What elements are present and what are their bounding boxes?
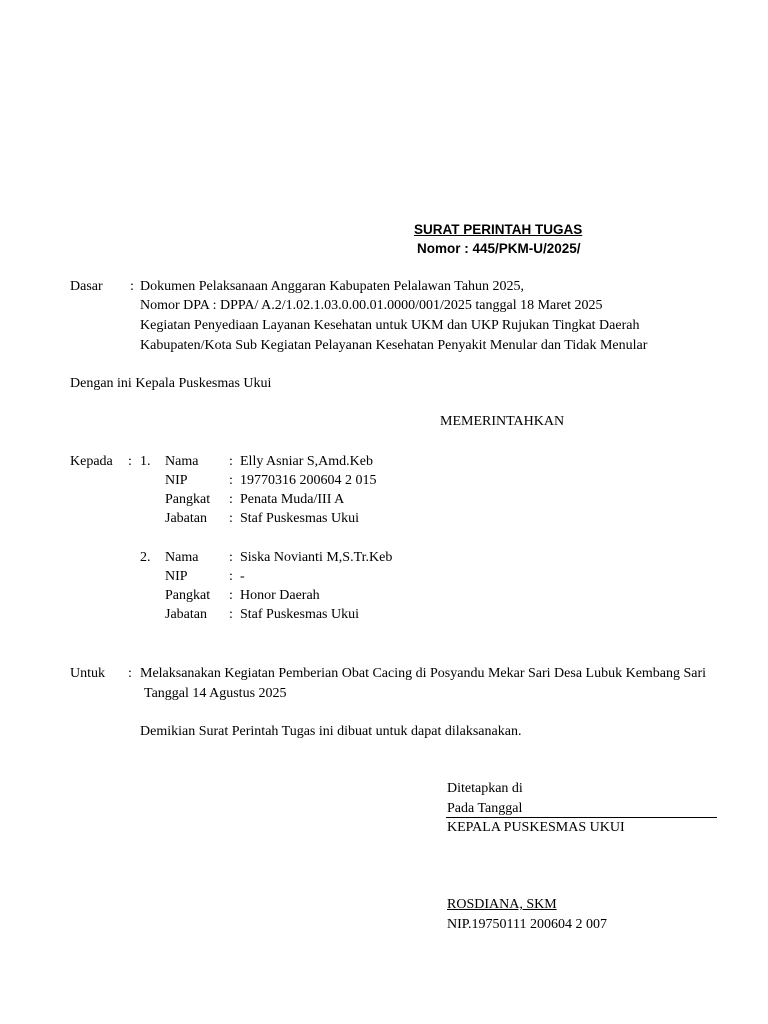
- field-value: Staf Puskesmas Ukui: [240, 607, 359, 622]
- field-colon: :: [229, 550, 233, 565]
- field-value: -: [240, 569, 245, 584]
- field-colon: :: [229, 454, 233, 469]
- field-label: Nama: [165, 454, 199, 469]
- intro-text: Dengan ini Kepala Puskesmas Ukui: [70, 376, 272, 391]
- field-colon: :: [229, 473, 233, 488]
- dasar-line: Dokumen Pelaksanaan Anggaran Kabupaten Pelalawan Tahun 2025,: [140, 279, 525, 294]
- field-colon: :: [229, 569, 233, 584]
- field-label: Nama: [165, 550, 199, 565]
- field-label: Pangkat: [165, 492, 211, 507]
- signature-name: ROSDIANA, SKM: [447, 897, 557, 912]
- field-label: Jabatan: [165, 511, 207, 526]
- dasar-colon: :: [130, 279, 134, 294]
- dasar-line: Kabupaten/Kota Sub Kegiatan Pelayanan Kesehatan Penyakit Menular dan Tidak Menular: [140, 338, 648, 353]
- field-colon: :: [229, 492, 233, 507]
- field-label: Jabatan: [165, 607, 207, 622]
- field-colon: :: [229, 607, 233, 622]
- command-heading: MEMERINTAHKAN: [440, 414, 565, 429]
- field-value: 19770316 200604 2 015: [240, 473, 377, 488]
- dasar-label: Dasar: [70, 279, 103, 294]
- signature-position: KEPALA PUSKESMAS UKUI: [447, 820, 625, 835]
- untuk-line: Melaksanakan Kegiatan Pemberian Obat Cacing di Posyandu Mekar Sari Desa Lubuk Kembang Sari: [140, 666, 707, 681]
- kepada-label: Kepada: [70, 454, 113, 469]
- untuk-colon: :: [128, 666, 132, 681]
- untuk-line: Tanggal 14 Agustus 2025: [144, 686, 287, 701]
- field-value: Staf Puskesmas Ukui: [240, 511, 359, 526]
- person-number: 2.: [140, 550, 151, 565]
- field-value: Penata Muda/III A: [240, 492, 345, 507]
- field-label: NIP: [165, 569, 188, 584]
- dasar-line: Kegiatan Penyediaan Layanan Kesehatan untuk UKM dan UKP Rujukan Tingkat Daerah: [140, 318, 640, 333]
- letter-number: Nomor : 445/PKM-U/2025/: [417, 241, 581, 256]
- field-value: Elly Asniar S,Amd.Keb: [240, 454, 373, 469]
- signature-place: Ditetapkan di: [447, 781, 523, 796]
- closing-text: Demikian Surat Perintah Tugas ini dibuat untuk dapat dilaksanakan.: [140, 724, 522, 739]
- untuk-label: Untuk: [70, 666, 105, 681]
- signature-date: Pada Tanggal: [447, 801, 523, 816]
- person-number: 1.: [140, 454, 151, 469]
- field-label: Pangkat: [165, 588, 211, 603]
- kepada-colon: :: [128, 454, 132, 469]
- field-colon: :: [229, 588, 233, 603]
- signature-nip: NIP.19750111 200604 2 007: [447, 917, 607, 932]
- field-value: Honor Daerah: [240, 588, 320, 603]
- field-colon: :: [229, 511, 233, 526]
- dasar-line: Nomor DPA : DPPA/ A.2/1.02.1.03.0.00.01.0000/001/2025 tanggal 18 Maret 2025: [140, 298, 603, 313]
- field-label: NIP: [165, 473, 188, 488]
- field-value: Siska Novianti M,S.Tr.Keb: [240, 550, 393, 565]
- letter-title: SURAT PERINTAH TUGAS: [414, 222, 583, 237]
